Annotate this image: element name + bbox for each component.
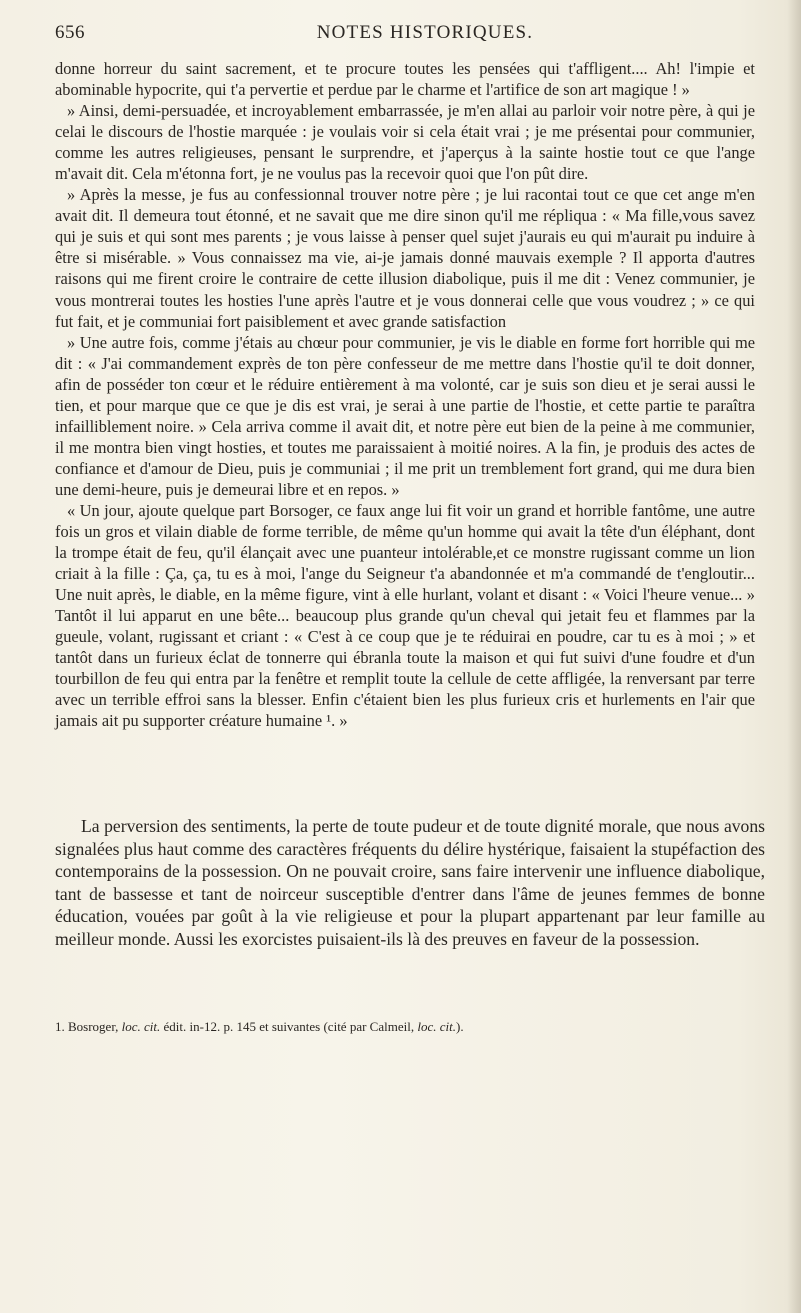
quoted-narrative [55, 58, 755, 732]
paragraph-5: « Un jour, ajoute quelque part Borsoger, ce faux ange lui fit voir un grand et horrible fantôme, une autre fois un gros et vilain diable de forme terrible, de même qu'un homme qui avait la tête d'un éléphant, dont la trompe était de feu, qu'il élançait avec une puanteur intolérable,et ce monstre rugissant comme un lion criait à la fille : Ça, ça, tu es à moi, l'ange du Seigneur t'a abandonnée et m'a commandé de t'engloutir... Une nuit après, le diable, en la même figure, vint à elle hurlant, volant et disant : « Voici l'heure venue... » Tantôt il lui apparut en une bête... beaucoup plus grande qu'un cheval qui jetait feu et flammes par la gueule, volant, rugissant et criant : « C'est à ce coup que je te réduirai en poudre, car tu es à moi ; » et tantôt dans un furieux éclat de tonnerre qui ébranla toute la maison et qui fut suivi d'une foudre et d'un tourbillon de feu qui entra par la fenêtre et remplit toute la cellule de cette affligée, la renversant par terre avec un terrible effroi sans la blesser. Enfin c'étaient bien les plus furieux cris et hurlements en l'air que jamais ait pu supporter créature humaine ¹. » [55, 500, 755, 731]
main-paragraph: La perversion des sentiments, la perte de toute pudeur et de toute dignité morale, que nous avons signalées plus haut comme des caractères fréquents du délire hystérique, faisaient la stupéfaction des contemporains de la possession. On ne pouvait croire, sans faire intervenir une influence diabolique, tant de bassesse et tant de noirceur susceptible d'entrer dans l'âme de jeunes femmes de bonne éducation, vouées par goût à la vie religieuse et pour la plupart appartenant par leur famille au meilleur monde. Aussi les exorcistes puisaient-ils là des preuves en faveur de la possession. [55, 816, 765, 949]
footnote-text: édit. in-12. p. 145 et suivantes (cité par Calmeil, [163, 1019, 415, 1034]
footnote-author: Bosroger, [68, 1019, 119, 1034]
footnote-marker: 1. [55, 1019, 65, 1034]
page-header [55, 20, 755, 50]
paragraph-3: » Après la messe, je fus au confessionnal trouver notre père ; je lui racontai tout ce que cet ange m'en avait dit. Il demeura tout étonné, et ne savait que me dire sinon qu'il me répliqua : « Ma fille,vous savez qui je suis et qui sont mes parents ; je vous laisse à penser quel sujet j'aurais eu qui m'aurait pu induire à être si misérable. » Vous connaissez ma vie, ai-je jamais donné mauvais exemple ? Il apporta d'autres raisons qui me firent croire le contraire de cette illusion diabolique, puis il me dit : Venez communier, je vous montrerai toutes les hosties l'une après l'autre et je vous donnerai celle que vous voudrez ; » ce qui fut fait, et je communiai fort paisiblement et avec grande satisfaction [55, 185, 755, 331]
footnote-ref-2: loc. cit. [417, 1019, 456, 1034]
footnote-ref: loc. cit. [121, 1019, 161, 1034]
page-edge-shadow [787, 0, 801, 1313]
footnote [55, 1018, 765, 1036]
footnote-closing: ). [455, 1019, 464, 1034]
paragraph-4: » Une autre fois, comme j'étais au chœur pour communier, je vis le diable en forme fort horrible qui me dit : « J'ai commandement exprès de ton père confesseur de me mettre dans l'hostie qu'il te doit donner, afin de posséder ton cœur et le réduire entièrement à ma volonté, car je suis son dieu et je serai aussi le tien, et pour marque que ce que je dis est vrai, je serai à une partie de l'hostie, et cette partie te paraîtra infailliblement noire. » Cela arriva comme il avait dit, et notre père eut bien de la peine à me communier, il me montra bien vingt hosties, et toutes me paraissaient à moitié noires. A la fin, je produis des actes de confiance et d'amour de Dieu, puis je communiai ; il me prit un tremblement fort grand, qui me dura bien une demi-heure, puis je demeurai libre et en repos. » [55, 332, 755, 499]
running-title: NOTES HISTORIQUES. [316, 22, 534, 43]
page-number: 656 [55, 22, 85, 43]
paragraph-1: donne horreur du saint sacrement, et te procure toutes les pensées qui t'affligent.... Ah! l'impie et abominable hypocrite, qui t'a pervertie et perdue par le charme et l'artifice de son art magique ! » [55, 59, 755, 100]
paragraph-2: » Ainsi, demi-persuadée, et incroyablement embarrassée, je m'en allai au parloir voir notre père, à qui je celai le discours de l'hostie marquée : je voulais voir si cela était vrai ; je me présentai pour communier, comme les autres religieuses, pensant le surprendre, et j'aperçus à la sainte hostie tout ce que l'ange m'avait dit. Cela m'étonna fort, je ne voulus pas la recevoir quoi que l'on pût dire. [55, 101, 755, 184]
commentary-block [55, 815, 765, 951]
